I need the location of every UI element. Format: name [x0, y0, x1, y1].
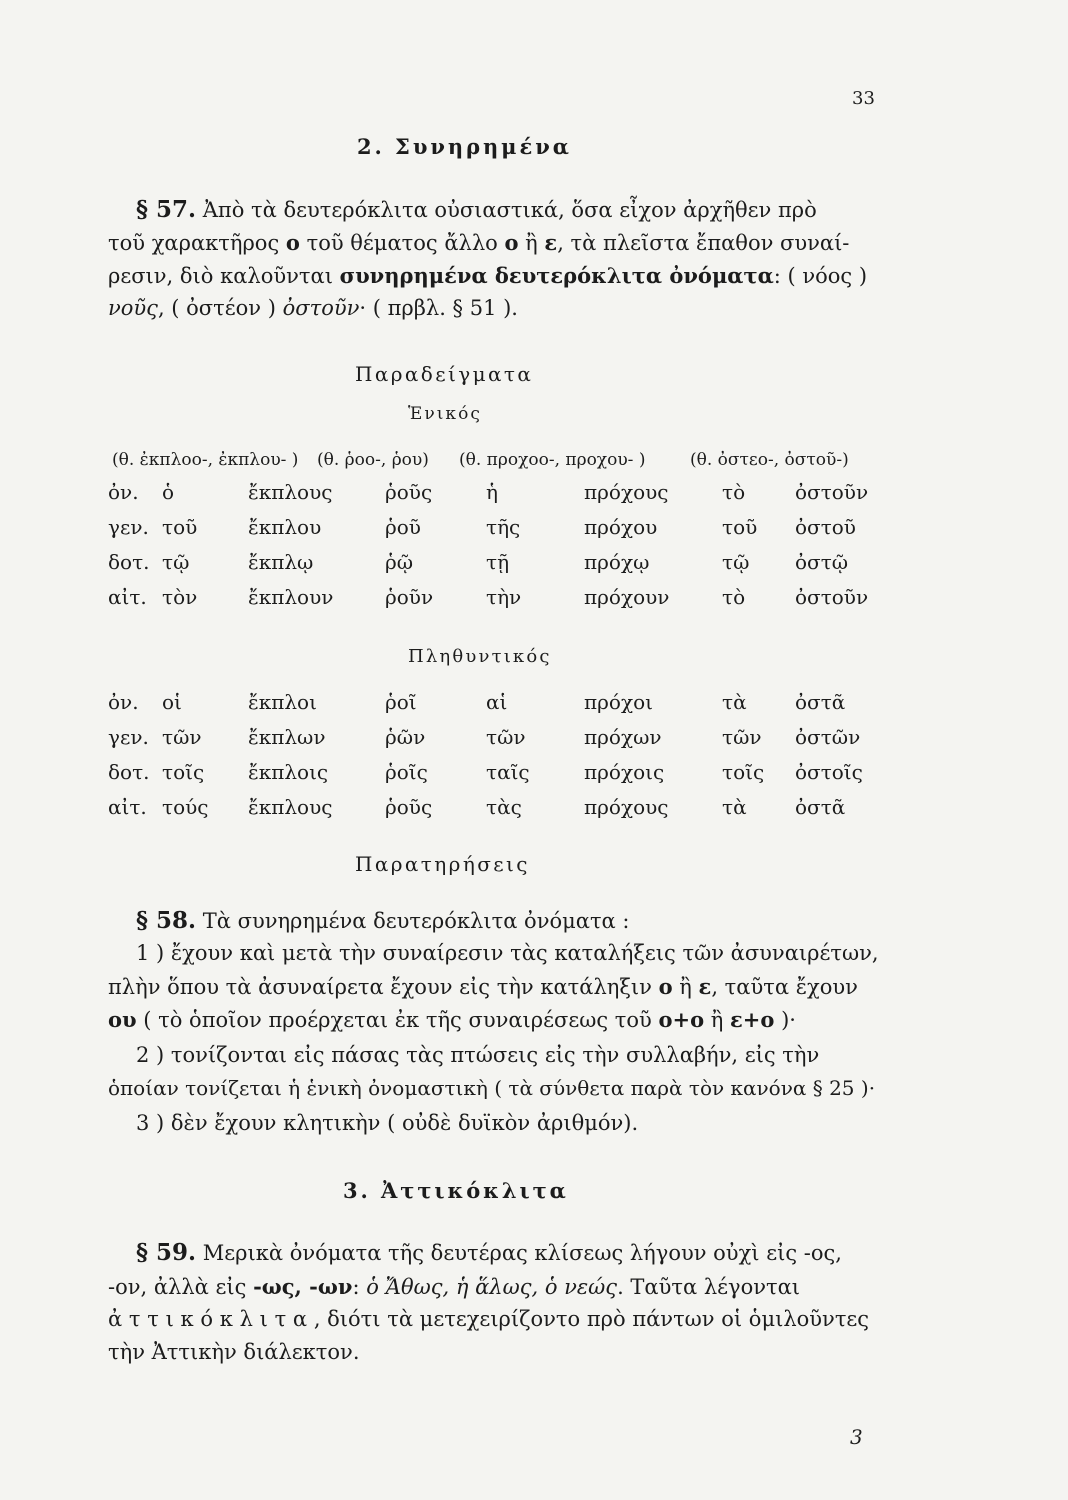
- section-marker: § 58.: [136, 907, 197, 934]
- bold-letter: ε: [544, 230, 558, 255]
- plural-cell: οἱ: [162, 690, 182, 714]
- singular-cell: τῷ: [162, 550, 190, 574]
- singular-cell: τὸ: [722, 480, 746, 504]
- section-title: 2. Συνηρημένα: [357, 134, 572, 159]
- bold-letter: ο: [504, 230, 519, 255]
- plural-cell: αἰτ.: [108, 795, 147, 819]
- observations-title: Παρατηρήσεις: [355, 852, 530, 876]
- paradigms-title: Παραδείγματα: [355, 362, 534, 386]
- section-3-title: 3. Ἀττικόκλιτα: [343, 1178, 569, 1203]
- bold-term: συνηρημένα δευτερόκλιτα ὀνόματα: [339, 263, 774, 288]
- plural-cell: τῶν: [162, 725, 202, 749]
- bold-letter: ο: [285, 230, 300, 255]
- singular-cell: ἔκπλουν: [248, 585, 334, 609]
- text: :: [352, 1275, 367, 1299]
- singular-cell: ὀστῷ: [795, 550, 849, 574]
- paragraph-57-line4: [108, 293, 518, 324]
- plural-cell: πρόχους: [584, 795, 669, 819]
- text: πλὴν ὅπου τὰ ἀσυναίρετα ἔχουν εἰς τὴν κατάληξιν: [108, 975, 659, 999]
- singular-cell: πρόχους: [584, 480, 669, 504]
- singular-cell: τοῦ: [162, 515, 198, 539]
- text: τοῦ θέματος ἄλλο: [299, 231, 505, 255]
- singular-cell: ὀστοῦν: [795, 480, 869, 504]
- item-1-line1: 1 ) ἔχουν καὶ μετὰ τὴν συναίρεσιν τὰς καταλήξεις τῶν ἀσυναιρέτων,: [136, 941, 879, 965]
- item-2-line2: ὁποίαν τονίζεται ἡ ἑνικὴ ὀνομαστικὴ ( τὰ σύνθετα παρὰ τὸν κανόνα § 25 )·: [108, 1076, 876, 1100]
- bold-letter: ε: [698, 974, 712, 999]
- plural-cell: ἔκπλοις: [248, 760, 329, 784]
- singular-cell: τὸ: [722, 585, 746, 609]
- text: Ἀπὸ τὰ δευτερόκλιτα οὐσιαστικά, ὅσα εἶχον ἀρχῆθεν πρὸ: [202, 198, 817, 222]
- page-number: 33: [852, 88, 875, 109]
- plural-cell: τοῖς: [722, 760, 765, 784]
- singular-cell: τῇ: [486, 550, 510, 574]
- text: Μερικὰ ὀνόματα τῆς δευτέρας κλίσεως λήγουν οὐχὶ εἰς -ος,: [202, 1241, 842, 1265]
- singular-cell: πρόχου: [584, 515, 658, 539]
- text: . Ταῦτα λέγονται: [617, 1275, 801, 1299]
- bold-term: -ως, -ων: [253, 1274, 353, 1299]
- singular-cell: τῆς: [486, 515, 521, 539]
- plural-cell: τῶν: [486, 725, 526, 749]
- singular-cell: ἡ: [486, 480, 498, 504]
- text: ἢ: [518, 231, 545, 255]
- text: ( τὸ ὁποῖον προέρχεται ἐκ τῆς συναιρέσεως τοῦ: [136, 1008, 659, 1032]
- singular-cell: ῥῷ: [385, 550, 414, 574]
- plural-cell: τοῖς: [162, 760, 205, 784]
- singular-cell: ὀν.: [108, 480, 139, 504]
- plural-cell: ὀστοῖς: [795, 760, 863, 784]
- singular-cell: ὀστοῦ: [795, 515, 856, 539]
- bold-letter: ο: [658, 974, 673, 999]
- singular-cell: ὁ: [162, 480, 175, 504]
- text: τοῦ χαρακτῆρος: [108, 231, 286, 255]
- item-1-line3: [108, 1004, 796, 1036]
- paragraph-57-line1: [136, 194, 817, 226]
- singular-cell: ῥοῦν: [385, 585, 434, 609]
- paragraph-57-line3: [108, 260, 867, 292]
- singular-cell: τὴν: [486, 585, 522, 609]
- singular-cell: δοτ.: [108, 550, 150, 574]
- text: : ( νόος ): [773, 264, 868, 288]
- plural-cell: πρόχων: [584, 725, 662, 749]
- plural-cell: ῥοῖ: [385, 690, 417, 714]
- paragraph-59-line3: [108, 1304, 869, 1335]
- plural-cell: ῥοῦς: [385, 795, 433, 819]
- paragraph-59-line1: [136, 1237, 842, 1269]
- plural-cell: τούς: [162, 795, 209, 819]
- theme-1: (θ. ἐκπλοο-, ἐκπλου- ): [112, 450, 299, 470]
- plural-cell: ὀν.: [108, 690, 139, 714]
- plural-cell: ἔκπλοι: [248, 690, 317, 714]
- text: )·: [774, 1008, 796, 1032]
- plural-cell: τὰ: [722, 690, 747, 714]
- text: ἢ: [704, 1008, 731, 1032]
- paragraph-59-line2: [108, 1271, 800, 1303]
- italic-term: ὁ Ἄθως, ἡ ἅλως, ὁ νεώς: [366, 1275, 618, 1299]
- plural-cell: ὀστᾶ: [795, 795, 846, 819]
- singular-label: Ἑνικός: [408, 404, 482, 424]
- singular-cell: αἰτ.: [108, 585, 147, 609]
- spaced-term: ἀττικόκλιτα: [108, 1307, 314, 1331]
- theme-3: (θ. προχοο-, προχου- ): [459, 450, 646, 470]
- text: , τὰ πλεῖστα ἔπαθον συναί-: [557, 231, 850, 255]
- section-marker: § 59.: [136, 1239, 197, 1266]
- text: ἢ: [672, 975, 699, 999]
- plural-cell: ῥοῖς: [385, 760, 428, 784]
- plural-cell: τὰς: [486, 795, 522, 819]
- bold-letter: ε+ο: [730, 1007, 775, 1032]
- bold-letter: ο+ο: [658, 1007, 705, 1032]
- plural-cell: πρόχοι: [584, 690, 653, 714]
- text: , ταῦτα ἔχουν: [711, 975, 858, 999]
- item-1-line2: [108, 971, 858, 1003]
- plural-cell: ἔκπλους: [248, 795, 333, 819]
- text: , διότι τὰ μετεχειρίζοντο πρὸ πάντων οἱ ὁμιλοῦντες: [313, 1307, 870, 1331]
- plural-cell: πρόχοις: [584, 760, 665, 784]
- paragraph-58-intro: [136, 905, 630, 937]
- bold-letter: ου: [108, 1007, 137, 1032]
- singular-cell: πρόχῳ: [584, 550, 650, 574]
- singular-cell: ἔκπλῳ: [248, 550, 314, 574]
- singular-cell: τὸν: [162, 585, 198, 609]
- paragraph-59-line4: τὴν Ἀττικὴν διάλεκτον.: [108, 1340, 360, 1364]
- plural-cell: γεν.: [108, 725, 149, 749]
- singular-cell: ὀστοῦν: [795, 585, 869, 609]
- item-2-line1: 2 ) τονίζονται εἰς πάσας τὰς πτώσεις εἰς τὴν συλλαβήν, εἰς τὴν: [136, 1043, 820, 1067]
- plural-cell: ὀστῶν: [795, 725, 861, 749]
- singular-cell: ῥοῦ: [385, 515, 421, 539]
- singular-cell: τοῦ: [722, 515, 758, 539]
- theme-4: (θ. ὀστεο-, ὀστοῦ-): [690, 450, 849, 470]
- singular-cell: τῷ: [722, 550, 750, 574]
- plural-label: Πληθυντικός: [408, 646, 552, 667]
- item-3: 3 ) δὲν ἔχουν κλητικὴν ( οὐδὲ δυϊκὸν ἀριθμόν).: [136, 1111, 639, 1135]
- text: · ( πρβλ. § 51 ).: [359, 296, 518, 320]
- signature-mark: 3: [850, 1425, 863, 1449]
- singular-cell: γεν.: [108, 515, 149, 539]
- italic-term: νοῦς: [108, 296, 158, 320]
- singular-cell: πρόχουν: [584, 585, 670, 609]
- paragraph-57-line2: [108, 227, 849, 259]
- plural-cell: ὀστᾶ: [795, 690, 846, 714]
- section-marker: § 57.: [136, 196, 197, 223]
- plural-cell: ἔκπλων: [248, 725, 326, 749]
- plural-cell: αἱ: [486, 690, 508, 714]
- theme-2: (θ. ῥοο-, ῥου): [317, 450, 429, 470]
- plural-cell: τῶν: [722, 725, 762, 749]
- singular-cell: ἔκπλους: [248, 480, 333, 504]
- plural-cell: ῥῶν: [385, 725, 426, 749]
- singular-cell: ἔκπλου: [248, 515, 322, 539]
- singular-cell: ῥοῦς: [385, 480, 433, 504]
- text: , ( ὀστέον ): [157, 296, 283, 320]
- italic-term: ὀστοῦν: [282, 296, 360, 320]
- plural-cell: ταῖς: [486, 760, 530, 784]
- text: Τὰ συνηρημένα δευτερόκλιτα ὀνόματα :: [202, 909, 630, 933]
- text: -ον, ἀλλὰ εἰς: [108, 1275, 254, 1299]
- text: ρεσιν, διὸ καλοῦνται: [108, 264, 340, 288]
- plural-cell: δοτ.: [108, 760, 150, 784]
- plural-cell: τὰ: [722, 795, 747, 819]
